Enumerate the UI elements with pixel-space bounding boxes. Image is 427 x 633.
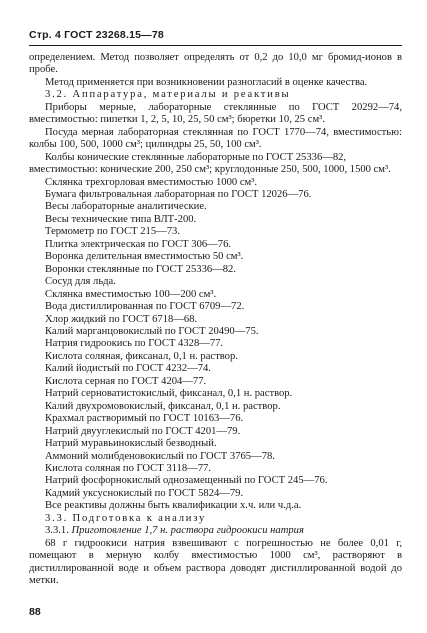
subsection-title: Приготовление 1,7 н. раствора гидроокиси натрия — [71, 525, 304, 537]
list-item: Кадмий уксуснокислый по ГОСТ 5824—79. — [45, 487, 244, 499]
paragraph: Колбы конические стеклянные лабораторные по ГОСТ 25336—82, — [45, 151, 347, 163]
list-item: Термометр по ГОСТ 215—73. — [45, 226, 180, 238]
subsection-heading — [29, 525, 402, 537]
list-item: Хлор жидкий по ГОСТ 6718—68. — [45, 313, 198, 325]
list-item: Весы лабораторные аналитические. — [45, 201, 207, 213]
paragraph: Метод применяется при возникновении разногласий в оценке качества. — [45, 76, 368, 88]
paragraph: определением. Метод позволяет определять от 0,2 до 10,0 мг бромид-ионов в пробе. — [29, 52, 402, 76]
list-item: Калий йодистый по ГОСТ 4232—74. — [45, 363, 211, 375]
list-item: Калий двухромовокислый, фиксанал, 0,1 н. раствор. — [45, 400, 281, 412]
list-item: Вода дистиллированная по ГОСТ 6709—72. — [45, 301, 245, 313]
list-item: Воронка делительная вместимостью 50 см³. — [45, 251, 244, 263]
paragraph: вместимостью: конические 200, 250 см³; круглодонные 250, 500, 1000, 1500 см³. — [29, 164, 391, 176]
list-item: Калий марганцовокислый по ГОСТ 20490—75. — [45, 325, 259, 337]
list-item: Воронки стеклянные по ГОСТ 25336—82. — [45, 263, 236, 275]
list-item: Натрия гидроокись по ГОСТ 4328—77. — [45, 338, 224, 350]
page-number: 88 — [29, 606, 41, 618]
subsection-number: 3.3.1. — [45, 525, 69, 537]
page-body — [29, 52, 402, 587]
list-item: Аммоний молибденовокислый по ГОСТ 3765—78. — [45, 450, 275, 462]
page-header: Стр. 4 ГОСТ 23268.15—78 — [29, 29, 164, 41]
list-item: Склянка трехгорловая вместимостью 1000 см³. — [45, 176, 258, 188]
list-item: Кислота серная по ГОСТ 4204—77. — [45, 375, 207, 387]
list-item: Крахмал растворимый по ГОСТ 10163—76. — [45, 413, 244, 425]
paragraph: 68 г гидроокиси натрия взвешивают с погрешностью не более 0,01 г, помещают в мерную колбу вместимостью 1000 см³, растворяют в дистиллированной воде и объем раствора доводят дистиллированной водой до метки. — [29, 537, 402, 587]
list-item: Плитка электрическая по ГОСТ 306—76. — [45, 238, 232, 250]
section-heading: 3.3. Подготовка к анализу — [45, 512, 207, 524]
list-item: Натрий фосфорнокислый однозамещенный по ГОСТ 245—76. — [45, 475, 328, 487]
list-item: Натрий муравьинокислый безводный. — [45, 438, 217, 450]
header-rule — [29, 45, 402, 46]
list-item: Кислота соляная, фиксанал, 0,1 н. раствор. — [45, 350, 238, 362]
list-item: Натрий серноватистокислый, фиксанал, 0,1 н. раствор. — [45, 388, 293, 400]
paragraph: Посуда мерная лабораторная стеклянная по ГОСТ 1770—74, вместимостью: колбы 100, 500, 1000 см³; цилиндры 25, 50, 100 см³. — [29, 126, 402, 151]
paragraph: Приборы мерные, лабораторные стеклянные по ГОСТ 20292—74, вместимостью: пипетки 1, 2, 5, 10, 25, 50 см³; бюретки 10, 25 см³. — [29, 101, 402, 126]
paragraph: Все реактивы должны быть квалификации х.ч. или ч.д.а. — [45, 500, 302, 512]
list-item: Натрий двууглекислый по ГОСТ 4201—79. — [45, 425, 241, 437]
list-item: Сосуд для льда. — [45, 276, 116, 288]
list-item: Кислота соляная по ГОСТ 3118—77. — [45, 462, 211, 474]
list-item: Бумага фильтровальная лабораторная по ГОСТ 12026—76. — [45, 188, 312, 200]
list-item: Весы технические типа ВЛТ-200. — [45, 213, 197, 225]
section-heading: 3.2. Аппаратура, материалы и реактивы — [45, 89, 291, 101]
list-item: Склянка вместимостью 100—200 см³. — [45, 288, 217, 300]
